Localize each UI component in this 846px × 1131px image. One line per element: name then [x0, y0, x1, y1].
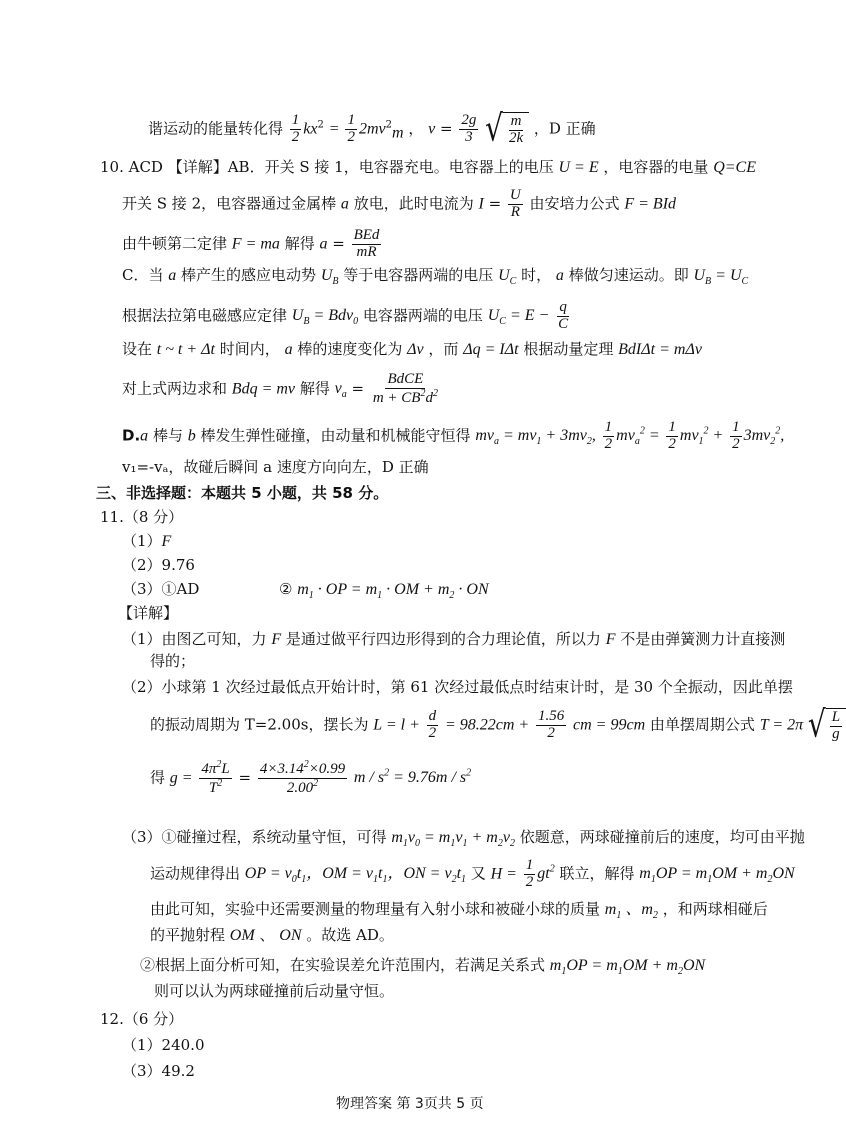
line-1: 谐运动的能量转化得 $\frac{1}{2}$ $kx^2$ = $\frac{1}{2}$ $2mv^2_m$ ， v = $\frac{2g}{3}$ √ $\frac{m}{2k}$ ，D 正确	[148, 107, 596, 151]
formula: $\frac{U}{R}$	[509, 187, 521, 220]
line-5	[122, 266, 748, 288]
text: （3）①AD	[122, 580, 200, 598]
formula: $\frac{2g}{3}$	[461, 112, 477, 145]
formula: Δv	[407, 341, 424, 358]
text: 11.（8 分）	[100, 508, 184, 526]
formula: a	[319, 235, 328, 253]
text: （1）由图乙可知，力	[122, 630, 267, 648]
text: 又	[470, 864, 486, 883]
formula: U = E	[558, 159, 599, 176]
formula: H =	[490, 865, 517, 883]
formula: $\frac{1}{2}$	[347, 112, 355, 145]
text: （2）9.76	[122, 556, 195, 574]
formula: $U_B$	[320, 267, 339, 288]
line-2	[100, 158, 756, 177]
formula: kx	[303, 120, 318, 138]
text: 物理答案 第 3页共 5 页	[336, 1096, 484, 1112]
line-14	[122, 556, 195, 574]
formula: a	[340, 195, 349, 213]
line-29	[122, 1036, 205, 1054]
formula: T = 2π	[759, 716, 804, 734]
formula: $mv_a = mv_1 + 3mv_2$,	[475, 427, 596, 448]
formula: F = BId	[624, 195, 677, 213]
formula: F	[161, 533, 172, 550]
formula: $m_1v_0 = m_1v_1 + m_2v_2$	[391, 829, 515, 850]
text: 棒与	[152, 426, 183, 445]
line-20	[150, 703, 846, 747]
formula: 2mv	[358, 120, 386, 138]
formula: BdIΔt = mΔv	[618, 341, 702, 358]
page-footer	[336, 1096, 484, 1113]
text: 得	[150, 768, 166, 787]
formula: $\frac{4\times 3.14^2\times 0.99}{2.00^2}$	[259, 759, 346, 796]
formula: OP = $v_0t_1$，OM = $v_1t_1$，ON = $v_2t_1$	[244, 865, 467, 886]
text: C．当	[122, 266, 164, 284]
text: 的振动周期为 T=2.00s，摆长为	[150, 715, 369, 734]
formula: a	[555, 267, 564, 284]
formula: Q=CE	[713, 159, 756, 176]
formula: √ $\frac{L}{g}$	[808, 708, 846, 743]
formula: a	[140, 427, 149, 445]
formula: $U_C = E$ −	[487, 307, 550, 328]
text: 。故选 AD。	[306, 926, 394, 944]
line-10	[122, 458, 429, 476]
formula: = 98.22cm +	[444, 716, 530, 734]
formula: $\frac{1.56}{2}$	[537, 708, 565, 741]
formula: $m_1$ · OP = $m_1$ · OM + $m_2$ · ON	[297, 581, 489, 602]
text: 电容器两端的电压	[362, 306, 483, 325]
formula: $\frac{\text{BEd}}{mR}$	[353, 227, 380, 260]
line-23: 运动规律得出 OP = $v_0t_1$，OM = $v_1t_1$，ON = $v_2t_1$ 又 H = $\frac{1}{2}$ $gt^2$ 联立，解得 $m_1OP = m_1OM + m_2ON$	[150, 857, 795, 890]
line-3: 开关 S 接 2，电容器通过金属棒 a 放电，此时电流为 I = $\frac{U}{R}$ 由安培力公式 F = BId	[122, 187, 677, 220]
text: 棒产生的感应电动势	[181, 266, 317, 284]
line-27	[154, 982, 394, 1000]
text: （1）	[122, 532, 162, 550]
formula: I	[478, 195, 484, 213]
text: 时，	[521, 266, 552, 284]
line-9: D.a 棒与 b 棒发生弹性碰撞，由动量和机械能守恒得 $mv_a = mv_1 + 3mv_2$, $\frac{1}{2}$ $mv_a^2$ = $\frac{1}{2}$ $mv_1^2$ + $\frac{1}{2}$ $3mv_2^2$,	[122, 419, 785, 452]
line-26	[140, 956, 705, 978]
formula: √ $\frac{m}{2k}$	[485, 112, 529, 147]
formula: $\frac{1}{2}$	[291, 112, 300, 145]
formula: $\frac{1}{2}$	[604, 419, 613, 452]
text: 不是由弹簧测力计直接测	[620, 630, 786, 648]
text: 由牛顿第二定律	[122, 234, 228, 253]
text: D.	[122, 426, 141, 445]
text: 【详解】	[118, 604, 179, 622]
formula: $U_B = Bdv_0$	[291, 307, 359, 328]
formula: $U_C$	[498, 267, 517, 288]
line-13	[122, 532, 171, 551]
formula: $\frac{1}{2}$	[525, 857, 534, 890]
formula: $\frac{q}{C}$	[558, 299, 569, 332]
text: 是通过做平行四边形得到的合力理论值，所以力	[285, 630, 601, 648]
text: 时间内，	[219, 340, 280, 358]
text: v₁=-vₐ，故碰后瞬间 a 速度方向向左，D 正确	[122, 458, 429, 476]
text: 棒做匀速运动。即	[568, 266, 689, 284]
formula: ON	[279, 927, 302, 944]
text: 10. ACD 【详解】AB．开关 S 接 1，电容器充电。电容器上的电压	[100, 158, 554, 176]
formula: $\frac{d}{2}$	[428, 708, 437, 741]
text: 三、非选择题：本题共 5 小题，共 58 分。	[96, 484, 389, 502]
section-heading	[96, 484, 388, 502]
text: 棒发生弹性碰撞，由动量和机械能守恒得	[200, 426, 471, 445]
text: 谐运动的能量转化得	[148, 119, 284, 138]
text: 得的；	[150, 652, 196, 670]
text: ，D 正确	[533, 119, 596, 138]
formula: v	[428, 120, 436, 138]
text: 开关 S 接 2，电容器通过金属棒	[122, 194, 337, 213]
text: 12.（6 分）	[100, 1010, 184, 1028]
line-18	[150, 652, 195, 670]
text: 解得	[299, 379, 330, 398]
formula: t ~ t + Δt	[156, 341, 215, 358]
formula: $v_a$	[334, 380, 347, 401]
formula: OM	[229, 927, 255, 944]
text: 运动规律得出	[150, 864, 241, 883]
text: 依题意，两球碰撞前后的速度，均可由平抛	[519, 828, 805, 846]
text: 等于电容器两端的电压	[343, 266, 494, 284]
formula: b	[187, 427, 196, 445]
text: 根据动量定理	[523, 340, 614, 358]
formula: $m / s^2 = 9.76m / s^2$	[353, 767, 472, 787]
formula: L = l +	[373, 716, 420, 734]
text: ，电容器的电量	[603, 158, 709, 176]
line-24	[150, 900, 768, 922]
formula: $m_1OP = m_1OM + m_2ON$	[549, 957, 706, 978]
line-12	[100, 508, 183, 526]
text: 放电，此时电流为	[353, 194, 474, 213]
formula: $m_1$ 、$m_2$	[604, 901, 658, 922]
formula: $\frac{\text{BdCE}}{m + CB^2d^2}$	[372, 371, 438, 406]
text: ，而	[428, 340, 459, 358]
formula: Bdq = mv	[231, 380, 296, 398]
line-21: 得 g = $\frac{4\pi^2L}{T^2}$ = $\frac{4\times 3.14^2\times 0.99}{2.00^2}$ $m / s^2 = 9.76m / s^2$	[150, 759, 472, 796]
line-15	[122, 580, 489, 602]
text: 由安培力公式	[529, 194, 620, 213]
text: 对上式两边求和	[122, 379, 228, 398]
text: 根据法拉第电磁感应定律	[122, 306, 288, 325]
formula: $m_1OP = m_1OM + m_2ON$	[639, 865, 795, 886]
text: 棒的速度变化为	[297, 340, 403, 358]
text: （3）49.2	[122, 1062, 195, 1080]
line-25	[150, 926, 394, 945]
line-19	[122, 678, 793, 696]
line-8: 对上式两边求和 Bdq = mv 解得 $v_a$ = $\frac{\text{BdCE}}{m + CB^2d^2}$	[122, 371, 438, 406]
text: 的平抛射程	[150, 926, 226, 944]
formula: g =	[169, 769, 193, 787]
line-30	[122, 1062, 195, 1080]
line-6	[122, 300, 572, 333]
line-7	[122, 340, 702, 359]
text: 由此可知，实验中还需要测量的物理量有入射小球和被碰小球的质量	[150, 900, 601, 918]
text: （2）小球第 1 次经过最低点开始计时，第 61 次经过最低点时结束计时，是 30 个全振动，因此单摆	[122, 678, 793, 696]
line-28	[100, 1010, 183, 1028]
formula: Δq = IΔt	[463, 341, 519, 358]
line-4: 由牛顿第二定律 F = ma 解得 a = $\frac{\text{BEd}}{mR}$	[122, 227, 380, 260]
formula: $\frac{4\pi^2L}{T^2}$	[201, 759, 230, 796]
line-16	[118, 604, 178, 622]
text: 、	[259, 926, 275, 944]
text: （1）240.0	[122, 1036, 205, 1054]
formula: $\frac{1}{2}$	[668, 419, 676, 452]
formula: a	[168, 267, 177, 284]
formula: $\frac{1}{2}$	[732, 419, 740, 452]
line-17	[122, 630, 785, 649]
text: 由单摆周期公式	[649, 715, 755, 734]
text: 设在	[122, 340, 153, 358]
text: 联立，解得	[559, 864, 635, 883]
formula: $U_B = U_C$	[693, 267, 749, 288]
formula: cm = 99cm	[573, 716, 646, 734]
text: 解得	[284, 234, 315, 253]
text: （3）①碰撞过程，系统动量守恒，可得	[122, 828, 387, 846]
formula: =	[328, 120, 344, 138]
formula: F	[271, 631, 282, 648]
line-22	[122, 828, 805, 850]
text: ，和两球相碰后	[662, 900, 768, 918]
text: ②	[278, 580, 293, 598]
formula: F = ma	[231, 235, 280, 253]
formula: a	[284, 341, 293, 358]
text: ②根据上面分析可知，在实验误差允许范围内，若满足关系式	[140, 956, 546, 974]
formula: F	[605, 631, 616, 648]
text: 则可以认为两球碰撞前后动量守恒。	[154, 982, 395, 1000]
